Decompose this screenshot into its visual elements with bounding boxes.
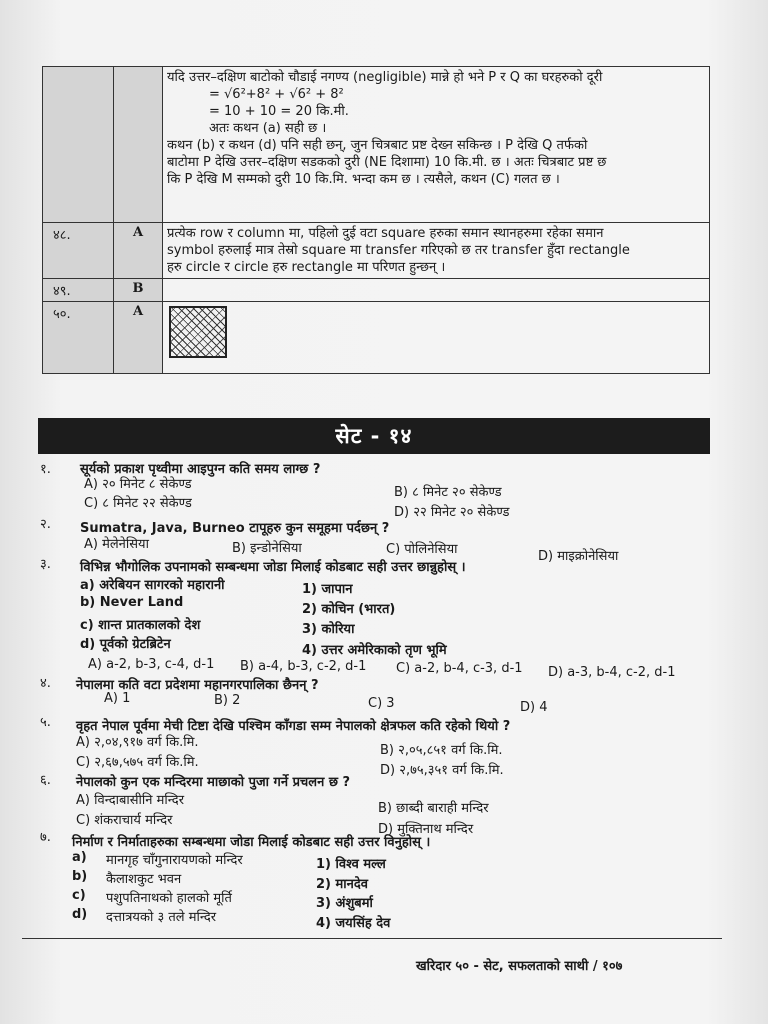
- match-left-key: b): [72, 869, 88, 884]
- match-left-item: दत्तात्रयको ३ तले मन्दिर: [106, 910, 217, 925]
- match-right-item: 4) जयसिंह देव: [316, 916, 391, 931]
- question-number: ३.: [40, 557, 51, 572]
- question-number: ४.: [40, 676, 51, 691]
- question-number: ६.: [40, 773, 51, 788]
- row-answer-cell: A: [114, 223, 163, 279]
- table-row: [43, 302, 710, 374]
- option-d: D) a-3, b-4, c-2, d-1: [548, 665, 676, 680]
- match-left-item: d) पूर्वको ग्रेटब्रिटेन: [80, 637, 171, 652]
- footer-divider: [22, 938, 722, 939]
- match-right-item: 1) विश्व मल्ल: [316, 857, 386, 872]
- option-b: B) 2: [214, 693, 241, 708]
- option-c: C) २,६७,५७५ वर्ग कि.मि.: [76, 755, 199, 770]
- option-a: A) २० मिनेट ८ सेकेण्ड: [84, 477, 192, 492]
- explanation-line: बाटोमा P देखि उत्तर–दक्षिण सडकको दुरी (NE दिशामा) 10 कि.मी. छ । अतः चित्रबाट प्रष्ट छ: [167, 155, 607, 170]
- explanation-cell: [163, 302, 710, 374]
- match-left-key: a): [72, 850, 87, 865]
- row-number-cell: [43, 67, 114, 223]
- match-left-item: a) अरेबियन सागरको महारानी: [80, 578, 225, 593]
- option-d: D) मुक्तिनाथ मन्दिर: [378, 822, 474, 837]
- match-left-item: पशुपतिनाथको हालको मूर्ति: [106, 891, 232, 906]
- match-left-key: d): [72, 907, 88, 922]
- option-a: A) a-2, b-3, c-4, d-1: [88, 657, 215, 672]
- option-a: A) विन्दाबासीनि मन्दिर: [76, 793, 185, 808]
- row-answer-cell: [114, 67, 163, 223]
- pattern-figure: [169, 306, 227, 358]
- row-answer-cell: B: [114, 279, 163, 302]
- option-b: B) a-4, b-3, c-2, d-1: [240, 659, 367, 674]
- match-right-item: 3) कोरिया: [302, 622, 355, 637]
- row-number-cell: ४९.: [43, 279, 114, 302]
- formula-line: अतः कथन (a) सही छ ।: [209, 121, 327, 136]
- option-a: A) मेलेनेसिया: [84, 537, 149, 552]
- table-row: [43, 279, 710, 302]
- option-b: B) छाब्दी बाराही मन्दिर: [378, 801, 489, 816]
- option-a: A) 1: [104, 691, 131, 706]
- question-number: २.: [40, 517, 51, 532]
- explanation-line: हरु circle र circle हरु rectangle मा परिणत हुन्छन् ।: [167, 260, 446, 275]
- option-c: C) a-2, b-4, c-3, d-1: [396, 661, 523, 676]
- option-b: B) इन्डोनेसिया: [232, 541, 302, 556]
- option-b: B) ८ मिनेट २० सेकेण्ड: [394, 485, 502, 500]
- question-number: ७.: [40, 830, 51, 845]
- match-right-item: 4) उत्तर अमेरिकाको तृण भूमि: [302, 643, 447, 658]
- option-d: D) 4: [520, 700, 548, 715]
- match-right-item: 1) जापान: [302, 582, 353, 597]
- match-right-item: 3) अंशुबर्मा: [316, 896, 373, 911]
- row-number-cell: ५०.: [43, 302, 114, 374]
- explanation-line: कि P देखि M सम्मको दुरी 10 कि.मि. भन्दा कम छ । त्यसैले, कथन (C) गलत छ ।: [167, 172, 560, 187]
- question-text: सूर्यको प्रकाश पृथ्वीमा आइपुग्न कति समय लाग्छ ?: [80, 462, 321, 477]
- table-row: [43, 223, 710, 279]
- match-left-item: मानगृह चाँगुनारायणको मन्दिर: [106, 853, 243, 868]
- option-d: D) २२ मिनेट २० सेकेण्ड: [394, 505, 510, 520]
- table-row: [43, 67, 710, 223]
- match-left-item: कैलाशकुट भवन: [106, 872, 182, 887]
- option-d: D) माइक्रोनेसिया: [538, 549, 619, 564]
- question-text: नेपालको कुन एक मन्दिरमा माछाको पुजा गर्ने प्रचलन छ ?: [76, 775, 350, 790]
- option-c: C) पोलिनेसिया: [386, 542, 458, 557]
- explanation-cell: [163, 223, 710, 279]
- option-a: A) २,०४,९१७ वर्ग कि.मि.: [76, 735, 199, 750]
- page-footer: खरिदार ५० - सेट, सफलताको साथी / १०७: [416, 959, 623, 974]
- option-c: C) शंकराचार्य मन्दिर: [76, 813, 173, 828]
- option-c: C) ८ मिनेट २२ सेकेण्ड: [84, 496, 192, 511]
- explanation-line: symbol हरुलाई मात्र तेस्रो square मा transfer गरिएको छ तर transfer हुँदा rectangle: [167, 243, 630, 258]
- match-left-item: c) शान्त प्रातकालको देश: [80, 618, 201, 633]
- explanation-cell: [163, 279, 710, 302]
- explanation-line: यदि उत्तर–दक्षिण बाटोको चौडाई नगण्य (negligible) मान्ने हो भने P र Q का घरहरुको दूरी: [167, 70, 603, 85]
- row-number-cell: ४८.: [43, 223, 114, 279]
- question-number: ५.: [40, 715, 51, 730]
- question-text: वृहत नेपाल पूर्वमा मेची टिष्टा देखि पश्चिम काँगडा सम्म नेपालको क्षेत्रफल कति रहेको थियो ?: [76, 719, 511, 734]
- option-b: B) २,०५,८५१ वर्ग कि.मि.: [380, 743, 503, 758]
- question-text: नेपालमा कति वटा प्रदेशमा महानगरपालिका छैनन् ?: [76, 678, 319, 693]
- answer-table: [42, 66, 710, 374]
- formula-line: = 10 + 10 = 20 कि.मी.: [209, 104, 349, 119]
- formula-line: = √6²+8² + √6² + 8²: [209, 87, 344, 102]
- question-text: विभिन्न भौगोलिक उपनामको सम्बन्धमा जोडा मिलाई कोडबाट सही उत्तर छान्नुहोस् ।: [80, 560, 466, 575]
- question-text: Sumatra, Java, Burneo टापूहरु कुन समूहमा पर्दछन् ?: [80, 521, 390, 536]
- question-number: १.: [40, 462, 51, 477]
- option-d: D) २,७५,३५१ वर्ग कि.मि.: [380, 763, 504, 778]
- match-right-item: 2) कोचिन (भारत): [302, 602, 396, 617]
- option-c: C) 3: [368, 696, 395, 711]
- explanation-line: कथन (b) र कथन (d) पनि सही छन्, जुन चित्रबाट प्रष्ट देख्न सकिन्छ । P देखि Q तर्फको: [167, 138, 588, 153]
- question-text: निर्माण र निर्माताहरुका सम्बन्धमा जोडा मिलाई कोडबाट सही उत्तर विनुहोस् ।: [72, 835, 431, 850]
- row-answer-cell: A: [114, 302, 163, 374]
- match-left-item: b) Never Land: [80, 595, 184, 610]
- explanation-line: प्रत्येक row र column मा, पहिलो दुई वटा square हरुका समान स्थानहरुमा रहेका समान: [167, 226, 604, 241]
- explanation-cell: [163, 67, 710, 223]
- match-right-item: 2) मानदेव: [316, 877, 368, 892]
- match-left-key: c): [72, 888, 86, 903]
- set-banner: सेट - १४: [38, 418, 710, 454]
